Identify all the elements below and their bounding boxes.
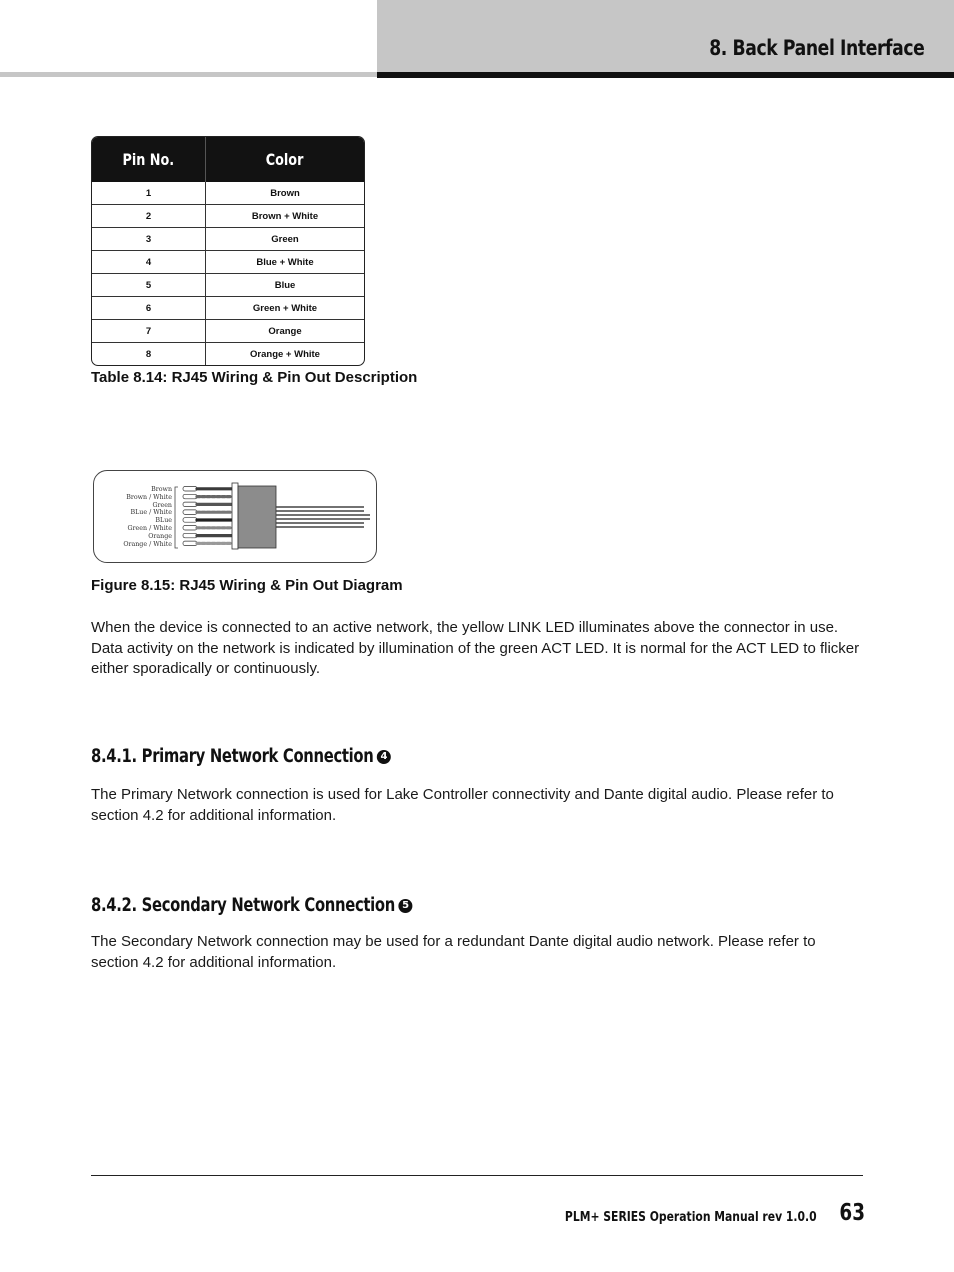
section-heading-text: 8.4.2. Secondary Network Connection	[91, 895, 395, 916]
section-body-secondary: The Secondary Network connection may be used for a redundant Dante digital audio network. Please refer to section 4.2 for additional information.	[91, 933, 816, 971]
wire-label: Brown / White	[126, 493, 172, 501]
table-row	[92, 343, 364, 366]
wire-label: Orange	[148, 532, 172, 540]
table-row	[92, 274, 364, 297]
chapter-title: 8. Back Panel Interface	[708, 36, 924, 60]
section-heading-text: 8.4.1. Primary Network Connection	[91, 746, 374, 767]
pin-number-cell: 5	[92, 274, 206, 297]
callout-number-icon: 5	[398, 899, 412, 913]
table-row	[92, 297, 364, 320]
section-heading-primary	[91, 746, 389, 767]
wire-color-cell: Brown	[270, 187, 300, 199]
footer-rule	[91, 1175, 863, 1176]
table-row	[92, 320, 364, 343]
pin-number-cell: 3	[92, 228, 206, 251]
wire-label: Green	[152, 501, 172, 509]
intro-paragraph: When the device is connected to an active network, the yellow LINK LED illuminates above the connector in use. Data activity on the network is indicated by illumination of the green ACT LED. It is normal for the ACT LED to flicker either sporadically or continuously.	[91, 619, 860, 677]
callout-number-icon: 4	[377, 750, 391, 764]
table-caption: Table 8.14: RJ45 Wiring & Pin Out Description	[91, 369, 418, 386]
connector-drawing	[94, 471, 376, 562]
table-row	[92, 251, 364, 274]
pin-column-header: Pin No.	[92, 137, 206, 182]
wire-color-cell: Blue + White	[206, 251, 365, 274]
wire-color-cell: Blue	[206, 274, 365, 297]
pin-table	[91, 136, 365, 366]
wire-color-cell: Green + White	[206, 297, 365, 320]
wire-color-cell: Brown + White	[206, 205, 365, 228]
pin-number-cell: 6	[92, 297, 206, 320]
pin-number-cell: 7	[92, 320, 206, 343]
section-body-primary: The Primary Network connection is used for Lake Controller connectivity and Dante digital audio. Please refer to section 4.2 for additional information.	[91, 786, 834, 824]
wire-color-cell: Green	[206, 228, 365, 251]
page-number: 63	[839, 1200, 865, 1226]
wire-label: BLue / White	[130, 509, 172, 517]
table-row	[92, 182, 364, 205]
pin-number-cell: 8	[92, 343, 206, 366]
pin-number-cell: 2	[92, 205, 206, 228]
section-heading-secondary	[91, 895, 411, 916]
wire-label: BLue	[155, 517, 172, 525]
table-row	[92, 228, 364, 251]
wire-label: Green / White	[127, 524, 172, 532]
pin-number-cell: 4	[92, 251, 206, 274]
rj45-diagram	[93, 470, 377, 563]
table-row	[92, 205, 364, 228]
wire-label: Orange / White	[123, 540, 172, 548]
header-rule	[377, 72, 954, 78]
wire-color-cell: Orange	[206, 320, 365, 343]
pin-number-cell: 1	[92, 182, 206, 205]
header-left-bar	[0, 72, 377, 77]
footer-manual-title: PLM+ SERIES Operation Manual rev 1.0.0	[565, 1209, 817, 1225]
wire-color-cell: Orange + White	[206, 343, 365, 366]
color-column-header: Color	[206, 137, 365, 182]
wire-label: Brown	[151, 486, 172, 493]
figure-caption: Figure 8.15: RJ45 Wiring & Pin Out Diagram	[91, 577, 403, 594]
